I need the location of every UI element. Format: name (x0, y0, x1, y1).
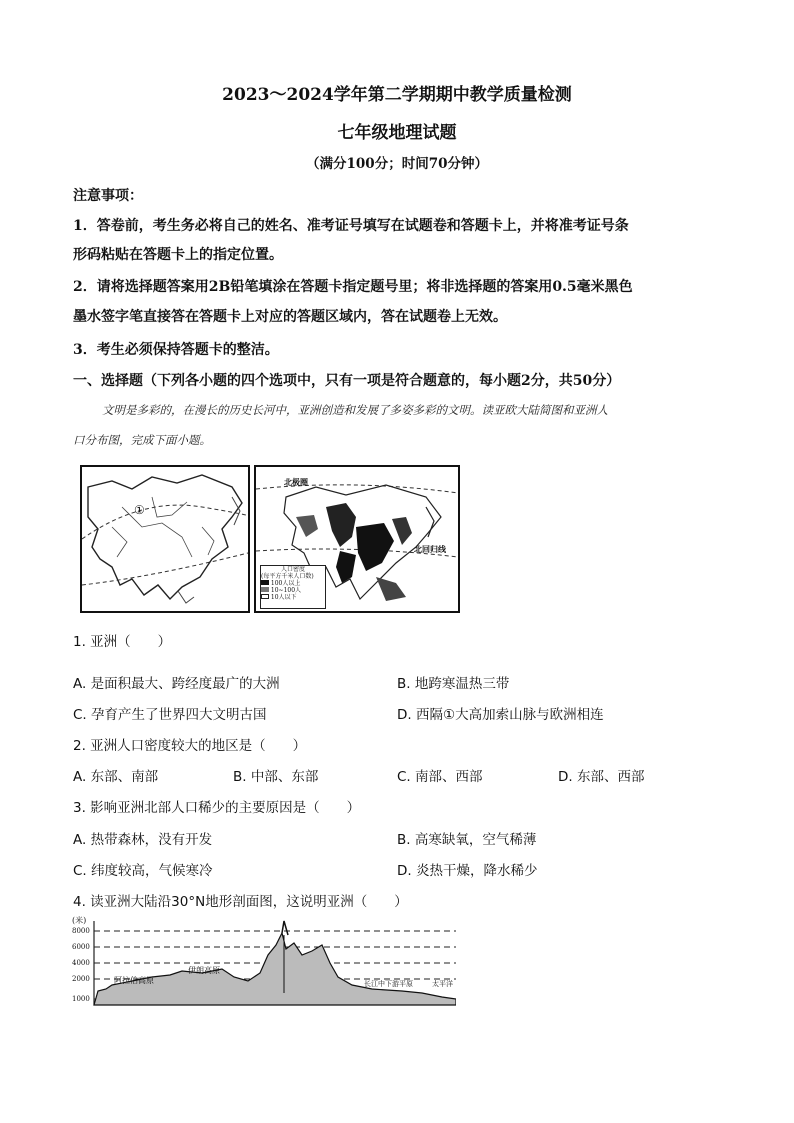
profile-tick-1000: 1000 (72, 995, 90, 1003)
q3-option-a: A. 热带森林，没有开发 (73, 832, 213, 848)
eurasia-map (80, 465, 250, 613)
legend-item-mid: 10~100人 (261, 587, 325, 594)
page-subtitle: 七年级地理试题 (337, 123, 457, 143)
q2-option-a: A. 东部、南部 (73, 769, 159, 785)
tropic-label: 北回归线 (414, 544, 446, 554)
q3-option-c: C. 纬度较高，气候寒冷 (73, 863, 213, 879)
population-legend (260, 565, 326, 609)
question-2-stem: 2. 亚洲人口密度较大的地区是（ ） (73, 738, 307, 754)
legend-title: 人口密度 (280, 566, 305, 573)
profile-label-pacific: 太平洋 (432, 980, 453, 988)
map-marker-1: ① (134, 503, 145, 517)
profile-label-arabian: 阿拉伯高原 (114, 976, 154, 985)
q3-option-d: D. 炎热干燥，降水稀少 (397, 863, 538, 879)
profile-tick-6000: 6000 (72, 943, 90, 951)
notes-heading: 注意事项： (73, 188, 143, 204)
q1-option-d: D. 西隔①大高加索山脉与欧洲相连 (397, 707, 604, 723)
legend-item-low: 10人以下 (261, 594, 325, 601)
section-heading: 一、选择题（下列各小题的四个选项中，只有一项是符合题意的，每小题2分，共50分） (73, 373, 621, 389)
terrain-profile-drawing (72, 915, 456, 1010)
profile-unit: (米) (72, 916, 87, 925)
question-1-stem: 1. 亚洲（ ） (73, 634, 172, 650)
legend-item-high: 100人以上 (261, 580, 325, 587)
note-item-2a: 2．请将选择题答案用2B铅笔填涂在答题卡指定题号里；将非选择题的答案用0.5毫米黑色 (73, 279, 633, 295)
section-intro-b: 口分布图，完成下面小题。 (73, 433, 211, 447)
profile-tick-8000: 8000 (72, 927, 90, 935)
eurasia-map-drawing (82, 467, 248, 611)
profile-label-yangtze: 长江中下游平原 (364, 980, 413, 988)
section-intro-a: 文明是多彩的，在漫长的历史长河中，亚洲创造和发展了多姿多彩的文明。读亚欧大陆简图和亚洲人 (102, 403, 608, 417)
q1-option-c: C. 孕育产生了世界四大文明古国 (73, 707, 267, 723)
population-map (254, 465, 460, 613)
note-item-1a: 1．答卷前，考生务必将自己的姓名、准考证号填写在试题卷和答题卡上，并将准考证号条 (73, 218, 629, 234)
arctic-circle-label: 北极圈 (284, 477, 308, 487)
question-3-stem: 3. 影响亚洲北部人口稀少的主要原因是（ ） (73, 800, 361, 816)
note-item-2b: 墨水签字笔直接答在答题卡上对应的答题区域内，答在试题卷上无效。 (73, 309, 507, 325)
legend-subtitle: (每平方千米人口数) (261, 573, 314, 580)
page-title: 2023～2024学年第二学期期中教学质量检测 (222, 85, 572, 105)
q1-option-b: B. 地跨寒温热三带 (397, 676, 510, 692)
note-item-1b: 形码粘贴在答题卡上的指定位置。 (73, 247, 283, 263)
question-4-stem: 4. 读亚洲大陆沿30°N地形剖面图，这说明亚洲（ ） (73, 894, 408, 910)
terrain-profile (72, 915, 456, 1010)
profile-tick-2000: 2000 (72, 975, 90, 983)
q1-option-a: A. 是面积最大、跨经度最广的大洲 (73, 676, 280, 692)
note-item-3: 3．考生必须保持答题卡的整洁。 (73, 342, 279, 358)
q2-option-c: C. 南部、西部 (397, 769, 483, 785)
q2-option-d: D. 东部、西部 (558, 769, 645, 785)
profile-tick-4000: 4000 (72, 959, 90, 967)
q3-option-b: B. 高寒缺氧，空气稀薄 (397, 832, 537, 848)
q2-option-b: B. 中部、东部 (233, 769, 319, 785)
exam-meta: （满分100分；时间70分钟） (306, 156, 488, 172)
profile-label-iran: 伊朗高原 (188, 966, 220, 975)
